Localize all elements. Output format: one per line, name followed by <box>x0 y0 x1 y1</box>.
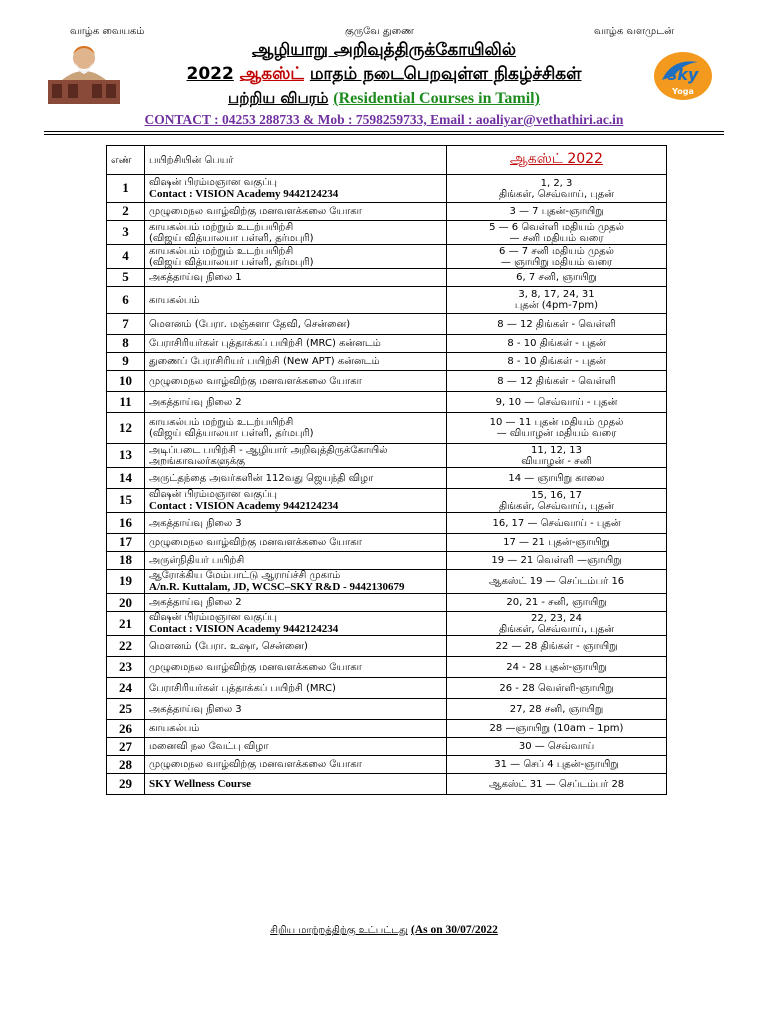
course-name-line1: காயகல்பம் <box>149 723 200 735</box>
dates-line1: 22, 23, 24 <box>531 612 582 624</box>
row-number: 7 <box>107 314 145 335</box>
row-course-name <box>145 570 447 594</box>
row-course-name <box>145 221 447 245</box>
table-row <box>107 245 667 269</box>
dates-line1: 3 — 7 புதன்-ஞாயிறு <box>509 206 604 217</box>
table-row <box>107 738 667 756</box>
schedule-body <box>107 175 667 795</box>
dates-line2: வியாழன் - சனி <box>521 455 592 467</box>
row-dates <box>447 699 667 720</box>
dates-line1: 6, 7 சனி, ஞாயிறு <box>516 272 597 283</box>
dates-line1: 31 — செப் 4 புதன்-ஞாயிறு <box>494 759 619 771</box>
dates-line2: திங்கள், செவ்வாய், புதன் <box>499 500 614 512</box>
column-header-month: ஆகஸ்ட் 2022 <box>447 146 667 175</box>
course-name-line1: அருட்தந்தை அவர்களின் 112வது ஜெயந்தி விழா <box>149 472 374 484</box>
row-dates <box>447 468 667 489</box>
row-course-name <box>145 287 447 314</box>
course-name-line1: மௌனம் (பேரா. மஞ்சுளா தேவி, சென்னை) <box>149 318 351 330</box>
dates-line2: — வியாழன் மதியம் வரை <box>496 428 617 439</box>
row-dates <box>447 335 667 353</box>
table-row <box>107 534 667 552</box>
contact-line <box>0 112 768 128</box>
row-course-name <box>145 335 447 353</box>
column-header-number: எண் <box>107 146 145 175</box>
row-dates <box>447 612 667 636</box>
row-course-name <box>145 371 447 392</box>
course-name-line1: காயகல்பம் மற்றும் உடற்பயிற்சி <box>149 221 294 233</box>
row-number: 2 <box>107 203 145 221</box>
row-dates <box>447 552 667 570</box>
dates-line1: 16, 17 — செவ்வாய் - புதன் <box>492 517 621 529</box>
row-course-name <box>145 774 447 795</box>
table-row <box>107 371 667 392</box>
title-month: ஆகஸ்ட் <box>239 64 304 84</box>
dates-line1: 5 — 6 வெள்ளி மதியம் முதல் <box>489 221 624 233</box>
dates-line1: 17 — 21 புதன்-ஞாயிறு <box>503 537 610 549</box>
footer-subject-to-change: சிறிய மாற்றத்திற்கு உட்பட்டது <box>270 925 408 936</box>
course-name-line1: SKY Wellness Course <box>149 778 252 791</box>
course-name-line1: அகத்தாய்வு நிலை 2 <box>149 396 242 408</box>
dates-line1: 15, 16, 17 <box>531 489 582 501</box>
row-course-name <box>145 413 447 444</box>
row-course-name <box>145 314 447 335</box>
greeting-left: வாழ்க வையகம் <box>70 26 145 37</box>
row-course-name <box>145 245 447 269</box>
table-row <box>107 699 667 720</box>
course-name-line1: விஷன் பிரம்மஞான வகுப்பு <box>149 489 277 500</box>
course-name-line2: (விஜய் வித்யாலயா பள்ளி, தர்மபுரி) <box>149 256 314 268</box>
row-dates <box>447 678 667 699</box>
row-course-name <box>145 612 447 636</box>
table-row <box>107 612 667 636</box>
row-number: 22 <box>107 636 145 657</box>
greeting-center: குருவே துணை <box>345 26 414 37</box>
sky-yoga-logo <box>652 50 714 102</box>
greeting-right: வாழ்க வளமுடன் <box>594 26 674 37</box>
schedule-table <box>106 145 667 795</box>
row-number: 11 <box>107 392 145 413</box>
row-dates <box>447 738 667 756</box>
row-course-name <box>145 738 447 756</box>
row-course-name <box>145 534 447 552</box>
dates-line1: 6 — 7 சனி மதியம் முதல் <box>499 245 614 257</box>
row-number: 21 <box>107 612 145 636</box>
table-row <box>107 678 667 699</box>
row-dates <box>447 269 667 287</box>
row-number: 25 <box>107 699 145 720</box>
subheading-tamil: பற்றிய விபரம் <box>228 89 329 107</box>
dates-line1: ஆகஸ்ட் 19 — செப்டம்பர் 16 <box>488 576 625 588</box>
course-name-line1: அகத்தாய்வு நிலை 1 <box>149 272 242 283</box>
table-row <box>107 774 667 795</box>
table-row <box>107 552 667 570</box>
footer-note <box>0 924 768 937</box>
table-row <box>107 489 667 513</box>
row-course-name <box>145 468 447 489</box>
course-name-line2: Contact : VISION Academy 9442124234 <box>149 500 339 512</box>
dates-line1: 11, 12, 13 <box>531 444 582 456</box>
course-name-line1: விஷன் பிரம்மஞான வகுப்பு <box>149 176 277 188</box>
course-name-line1: அகத்தாய்வு நிலை 2 <box>149 597 242 609</box>
row-number: 5 <box>107 269 145 287</box>
row-dates <box>447 245 667 269</box>
course-name-line1: முழுமைநல வாழ்விற்கு மனவளக்கலை யோகா <box>149 759 362 771</box>
dates-line1: ஆகஸ்ட் 31 — செப்டம்பர் 28 <box>488 778 625 790</box>
row-course-name <box>145 720 447 738</box>
row-dates <box>447 444 667 468</box>
course-name-line1: பேராசிரியர்கள் புத்தாக்கப் பயிற்சி (MRC) <box>149 682 336 694</box>
table-row <box>107 720 667 738</box>
course-name-line2: Contact : VISION Academy 9442124234 <box>149 623 339 636</box>
row-course-name <box>145 657 447 678</box>
table-row <box>107 175 667 203</box>
table-row <box>107 353 667 371</box>
course-name-line1: முழுமைநல வாழ்விற்கு மனவளக்கலை யோகா <box>149 661 362 673</box>
table-row <box>107 392 667 413</box>
dates-line1: 24 - 28 புதன்-ஞாயிறு <box>506 661 607 673</box>
page-title: ஆழியாறு அறிவுத்திருக்கோயிலில் <box>252 40 516 60</box>
course-name-line1: அகத்தாய்வு நிலை 3 <box>149 703 242 715</box>
table-row <box>107 570 667 594</box>
table-row <box>107 335 667 353</box>
row-course-name <box>145 636 447 657</box>
row-course-name <box>145 489 447 513</box>
table-row <box>107 314 667 335</box>
course-name-line1: அகத்தாய்வு நிலை 3 <box>149 517 242 529</box>
row-dates <box>447 534 667 552</box>
row-course-name <box>145 392 447 413</box>
row-number: 4 <box>107 245 145 269</box>
logo-text-sub: Yoga <box>672 87 694 96</box>
dates-line1: 8 — 12 திங்கள் - வெள்ளி <box>497 375 616 387</box>
table-row <box>107 269 667 287</box>
dates-line2: புதன் (4pm-7pm) <box>514 300 599 311</box>
course-name-line1: காயகல்பம் மற்றும் உடற்பயிற்சி <box>149 417 294 428</box>
table-row <box>107 756 667 774</box>
dates-line2: — சனி மதியம் வரை <box>509 232 604 244</box>
row-course-name <box>145 594 447 612</box>
dates-line1: 28 —ஞாயிறு (10am – 1pm) <box>489 723 624 735</box>
table-row <box>107 594 667 612</box>
dates-line2: திங்கள், செவ்வாய், புதன் <box>499 188 614 200</box>
dates-line1: 8 - 10 திங்கள் - புதன் <box>507 338 606 349</box>
course-name-line2: அறங்காவலர்களுக்கு <box>149 455 245 467</box>
row-number: 26 <box>107 720 145 738</box>
course-name-line1: பேராசிரியர்கள் புத்தாக்கப் பயிற்சி (MRC) கன்னடம் <box>149 338 381 349</box>
row-dates <box>447 371 667 392</box>
row-number: 20 <box>107 594 145 612</box>
footer-as-on-date: (As on 30/07/2022 <box>410 924 498 936</box>
row-dates <box>447 756 667 774</box>
row-number: 3 <box>107 221 145 245</box>
logo-text-main: sky <box>667 65 699 84</box>
table-row <box>107 468 667 489</box>
course-name-line1: மௌனம் (பேரா. உஷா, சென்னை) <box>149 640 308 652</box>
row-number: 6 <box>107 287 145 314</box>
contact-text: CONTACT : 04253 288733 & Mob : 7598259733, Email : aoaliyar@vethathiri.ac.in <box>144 112 624 127</box>
subheading-english: (Residential Courses in Tamil) <box>333 90 540 107</box>
row-dates <box>447 720 667 738</box>
row-number: 12 <box>107 413 145 444</box>
row-course-name <box>145 756 447 774</box>
table-row <box>107 221 667 245</box>
dates-line1: 19 — 21 வெள்ளி —ஞாயிறு <box>491 555 622 567</box>
row-number: 19 <box>107 570 145 594</box>
row-number: 1 <box>107 175 145 203</box>
dates-line2: திங்கள், செவ்வாய், புதன் <box>499 623 614 635</box>
row-number: 10 <box>107 371 145 392</box>
course-name-line1: விஷன் பிரம்மஞான வகுப்பு <box>149 612 277 624</box>
row-number: 13 <box>107 444 145 468</box>
row-dates <box>447 392 667 413</box>
course-name-line1: துணைப் பேராசிரியர் பயிற்சி (New APT) கன்னடம் <box>149 356 380 367</box>
row-dates <box>447 221 667 245</box>
row-number: 28 <box>107 756 145 774</box>
row-dates <box>447 594 667 612</box>
dates-line1: 26 - 28 வெள்ளி-ஞாயிறு <box>499 682 614 694</box>
course-name-line1: முழுமைநல வாழ்விற்கு மனவளக்கலை யோகா <box>149 206 362 217</box>
table-row <box>107 203 667 221</box>
dates-line1: 14 — ஞாயிறு காலை <box>508 472 605 484</box>
dates-line1: 8 — 12 திங்கள் - வெள்ளி <box>497 318 616 330</box>
row-course-name <box>145 175 447 203</box>
course-name-line1: அடிப்படை பயிற்சி - ஆழியார் அறிவுத்திருக்கோயில் <box>149 444 388 456</box>
course-name-line1: மனைவி நல வேட்பு விழா <box>149 741 269 753</box>
row-dates <box>447 636 667 657</box>
row-number: 17 <box>107 534 145 552</box>
column-header-course: பயிற்சியின் பெயர் <box>145 146 447 175</box>
row-dates <box>447 774 667 795</box>
row-dates <box>447 570 667 594</box>
title-year: 2022 <box>186 64 234 84</box>
course-name-line1: முழுமைநல வாழ்விற்கு மனவளக்கலை யோகா <box>149 375 362 387</box>
header-divider <box>44 131 724 132</box>
course-name-line1: அருள்நிதியர் பயிற்சி <box>149 555 245 567</box>
row-dates <box>447 489 667 513</box>
row-dates <box>447 314 667 335</box>
row-course-name <box>145 552 447 570</box>
title-rest: மாதம் நடைபெறவுள்ள நிகழ்ச்சிகள் <box>309 64 582 84</box>
row-number: 9 <box>107 353 145 371</box>
table-row <box>107 636 667 657</box>
row-number: 14 <box>107 468 145 489</box>
dates-line1: 3, 8, 17, 24, 31 <box>518 289 595 300</box>
row-dates <box>447 203 667 221</box>
course-name-line1: ஆரோக்கிய மேம்பாட்டு ஆராய்ச்சி முகாம் <box>149 570 341 582</box>
table-row <box>107 513 667 534</box>
course-name-line1: காயகல்பம் <box>149 294 200 306</box>
course-name-line2: (விஜய் வித்யாலயா பள்ளி, தர்மபுரி) <box>149 232 314 244</box>
row-dates <box>447 287 667 314</box>
row-dates <box>447 413 667 444</box>
row-number: 27 <box>107 738 145 756</box>
row-dates <box>447 175 667 203</box>
table-row <box>107 657 667 678</box>
row-course-name <box>145 203 447 221</box>
row-number: 15 <box>107 489 145 513</box>
table-row <box>107 444 667 468</box>
dates-line1: 8 - 10 திங்கள் - புதன் <box>507 356 606 367</box>
row-course-name <box>145 353 447 371</box>
table-row <box>107 287 667 314</box>
row-course-name <box>145 444 447 468</box>
dates-line1: 20, 21 - சனி, ஞாயிறு <box>506 597 607 609</box>
row-number: 8 <box>107 335 145 353</box>
course-name-line2: Contact : VISION Academy 9442124234 <box>149 187 339 200</box>
table-header-row <box>107 146 667 175</box>
row-number: 29 <box>107 774 145 795</box>
row-course-name <box>145 678 447 699</box>
course-name-line1: காயகல்பம் மற்றும் உடற்பயிற்சி <box>149 245 294 257</box>
dates-line1: 30 — செவ்வாய் <box>518 741 595 753</box>
dates-line1: 22 — 28 திங்கள் - ஞாயிறு <box>495 640 618 652</box>
row-number: 23 <box>107 657 145 678</box>
row-course-name <box>145 699 447 720</box>
course-name-line2: A/n.R. Kuttalam, JD, WCSC–SKY R&D - 9442130679 <box>149 581 405 594</box>
header-divider-2 <box>44 134 724 135</box>
row-course-name <box>145 513 447 534</box>
course-name-line2: (விஜய் வித்யாலயா பள்ளி, தர்மபுரி) <box>149 428 314 439</box>
dates-line2: — ஞாயிறு மதியம் வரை <box>500 256 613 268</box>
row-dates <box>447 657 667 678</box>
row-dates <box>447 513 667 534</box>
table-row <box>107 413 667 444</box>
dates-line1: 1, 2, 3 <box>540 177 573 189</box>
dates-line1: 9, 10 — செவ்வாய் - புதன் <box>495 396 618 408</box>
row-number: 16 <box>107 513 145 534</box>
dates-line1: 27, 28 சனி, ஞாயிறு <box>509 703 604 715</box>
row-number: 18 <box>107 552 145 570</box>
row-dates <box>447 353 667 371</box>
course-name-line1: முழுமைநல வாழ்விற்கு மனவளக்கலை யோகா <box>149 537 362 549</box>
row-number: 24 <box>107 678 145 699</box>
row-course-name <box>145 269 447 287</box>
dates-line1: 10 — 11 புதன் மதியம் முதல் <box>489 417 624 428</box>
